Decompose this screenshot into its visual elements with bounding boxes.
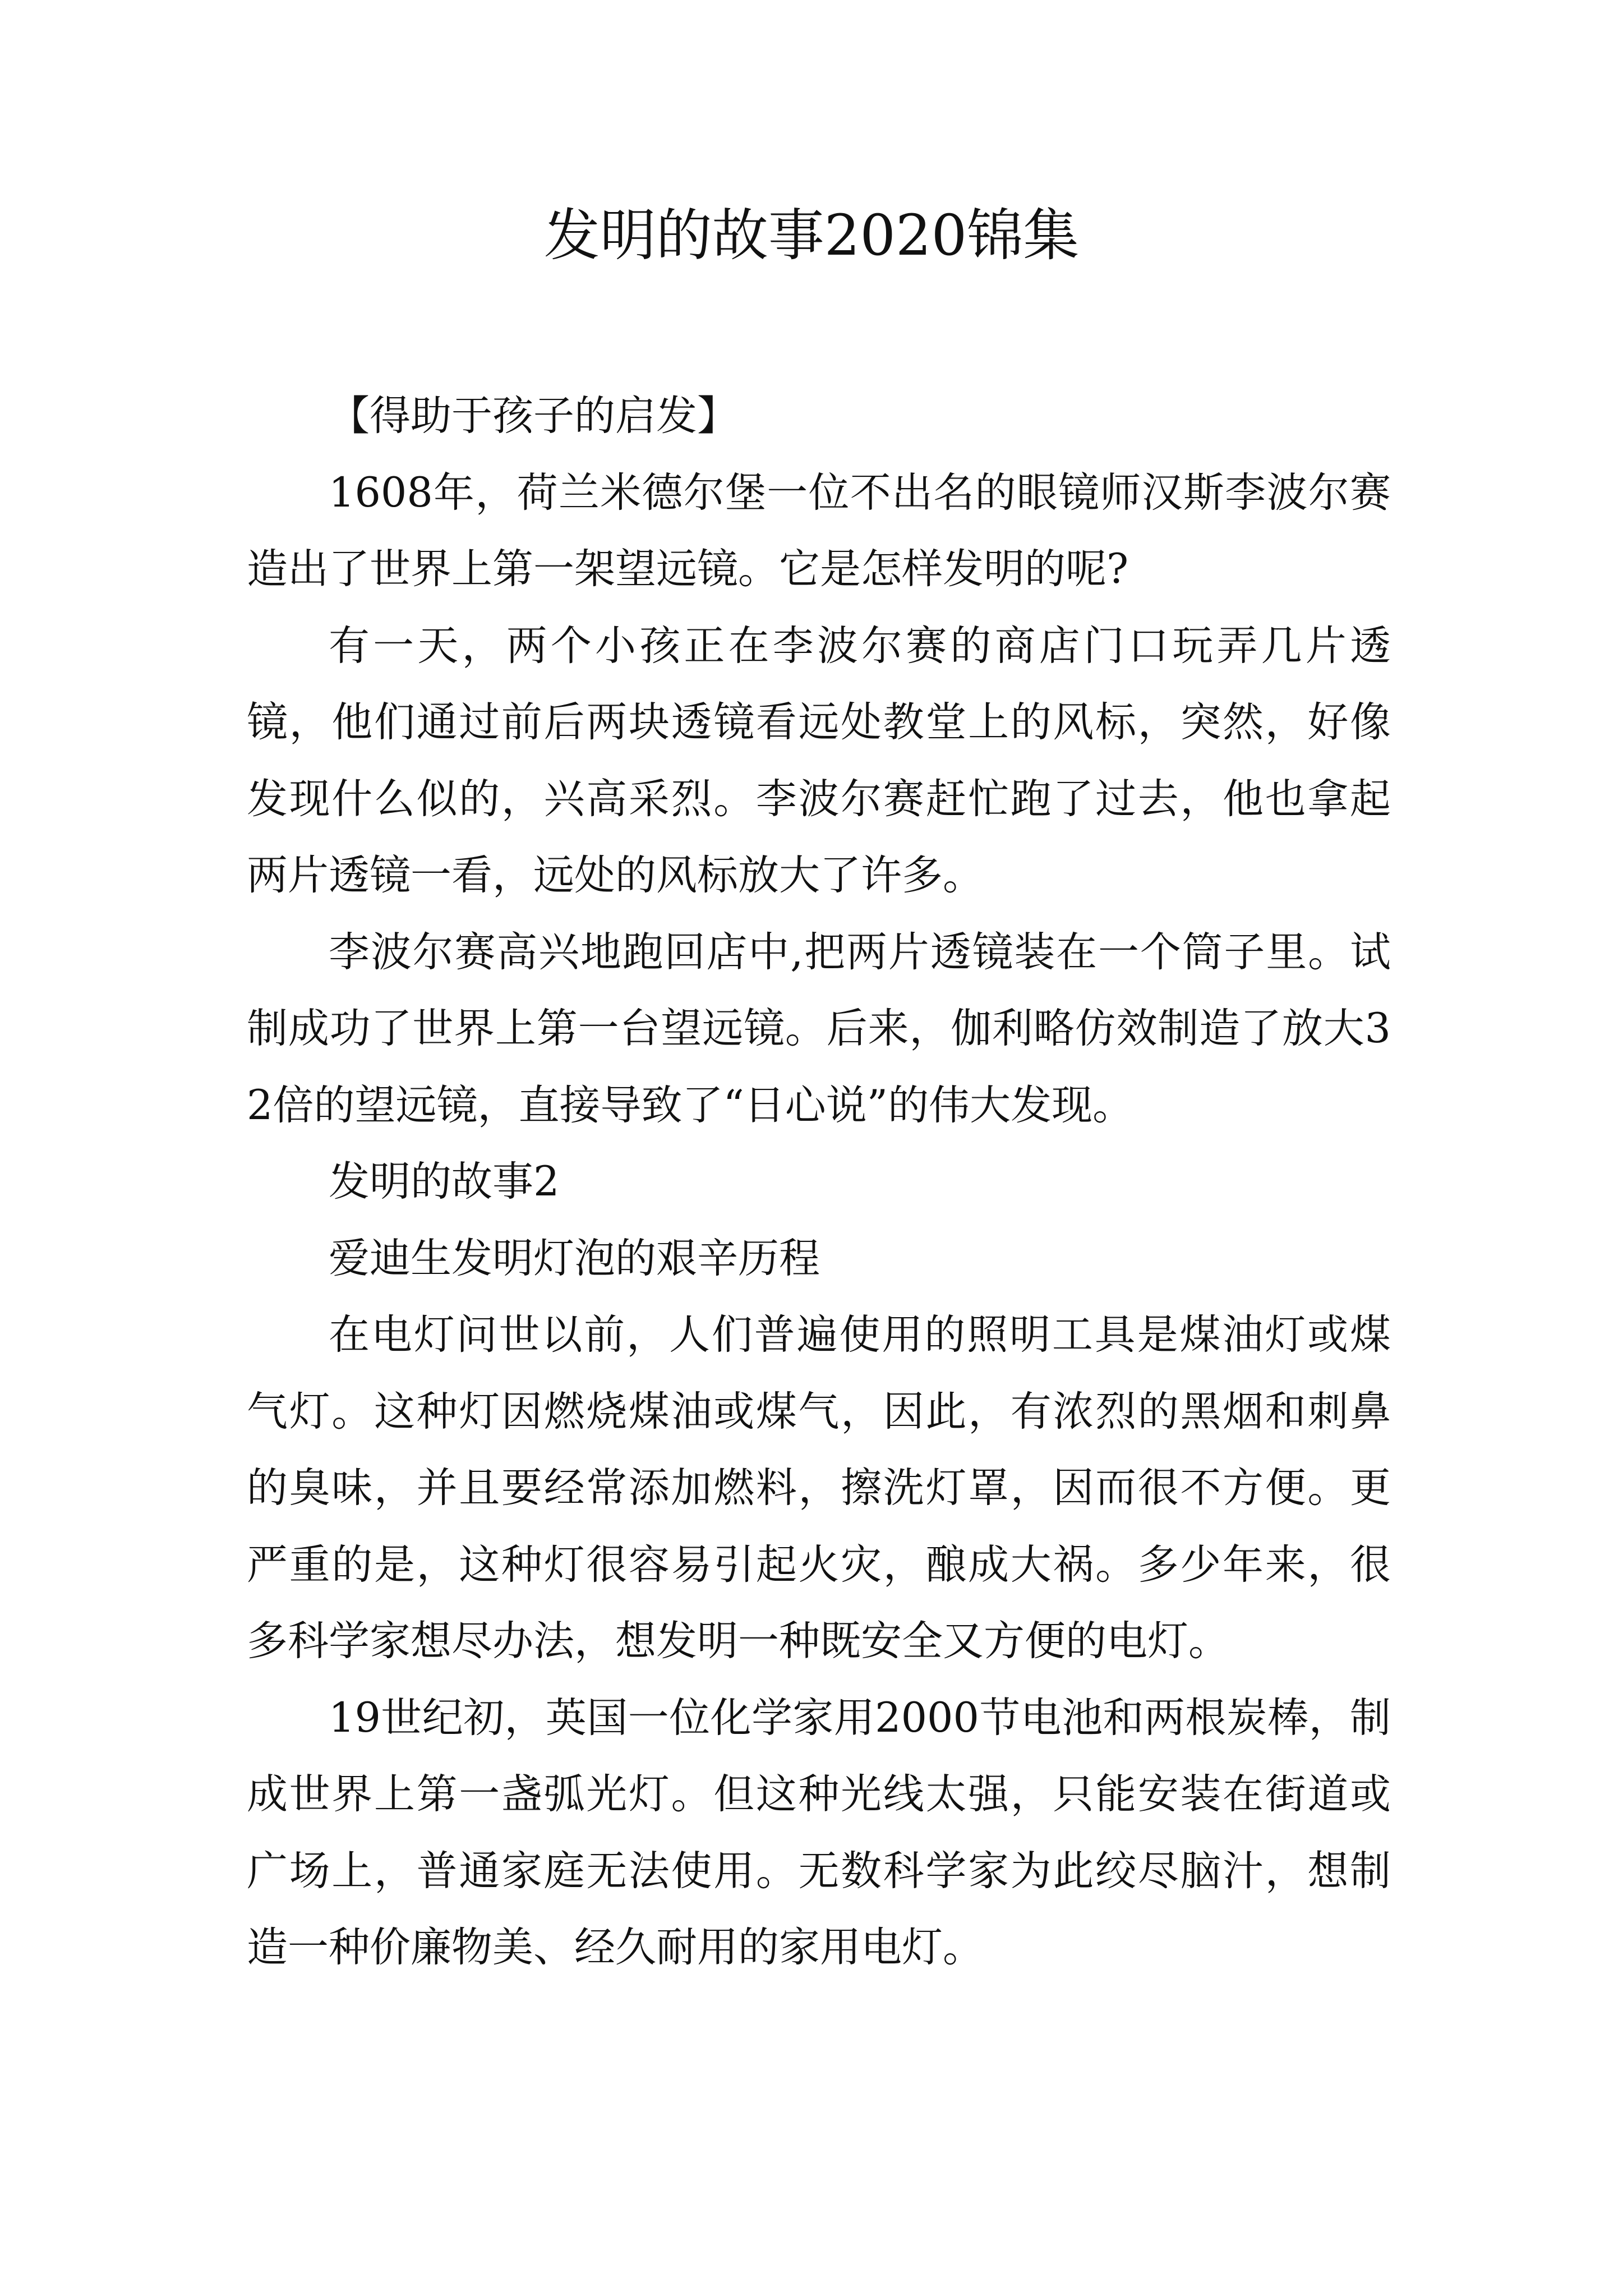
section-heading-story-2: 发明的故事2 [329,1158,560,1205]
paragraph-first-telescope: 李波尔赛高兴地跑回店中,把两片透镜装在一个筒子里。试制成功了世界上第一台望远镜。后来，伽利略仿效制造了放大32倍的望远镜，直接导致了“日心说”的伟大发现。 [247,928,1391,1129]
document-body [247,378,1391,1986]
paragraph-telescope-intro: 1608年，荷兰米德尔堡一位不出名的眼镜师汉斯李波尔赛造出了世界上第一架望远镜。它是怎样发明的呢? [247,468,1391,593]
paragraph-arc-lamp: 19世纪初，英国一位化学家用2000节电池和两根炭棒，制成世界上第一盏弧光灯。但这种光线太强，只能安装在街道或广场上，普通家庭无法使用。无数科学家为此绞尽脑汁，想制造一种价廉物美、经久耐用的家用电灯。 [247,1694,1391,1971]
section-subheading-edison: 爱迪生发明灯泡的艰辛历程 [329,1234,820,1282]
document-title: 发明的故事2020锦集 [543,203,1080,268]
paragraph-before-electric-light: 在电灯问世以前，人们普遍使用的照明工具是煤油灯或煤气灯。这种灯因燃烧煤油或煤气，因此，有浓烈的黑烟和刺鼻的臭味，并且要经常添加燃料，擦洗灯罩，因而很不方便。更严重的是，这种灯很容易引起火灾，酿成大祸。多少年来，很多科学家想尽办法，想发明一种既安全又方便的电灯。 [247,1311,1391,1665]
paragraph-children-lenses: 有一天，两个小孩正在李波尔赛的商店门口玩弄几片透镜，他们通过前后两块透镜看远处教堂上的风标，突然，好像发现什么似的，兴高采烈。李波尔赛赶忙跑了过去，他也拿起两片透镜一看，远处的风标放大了许多。 [247,622,1391,899]
section-heading-inspiration: 【得助于孩子的启发】 [329,392,738,440]
